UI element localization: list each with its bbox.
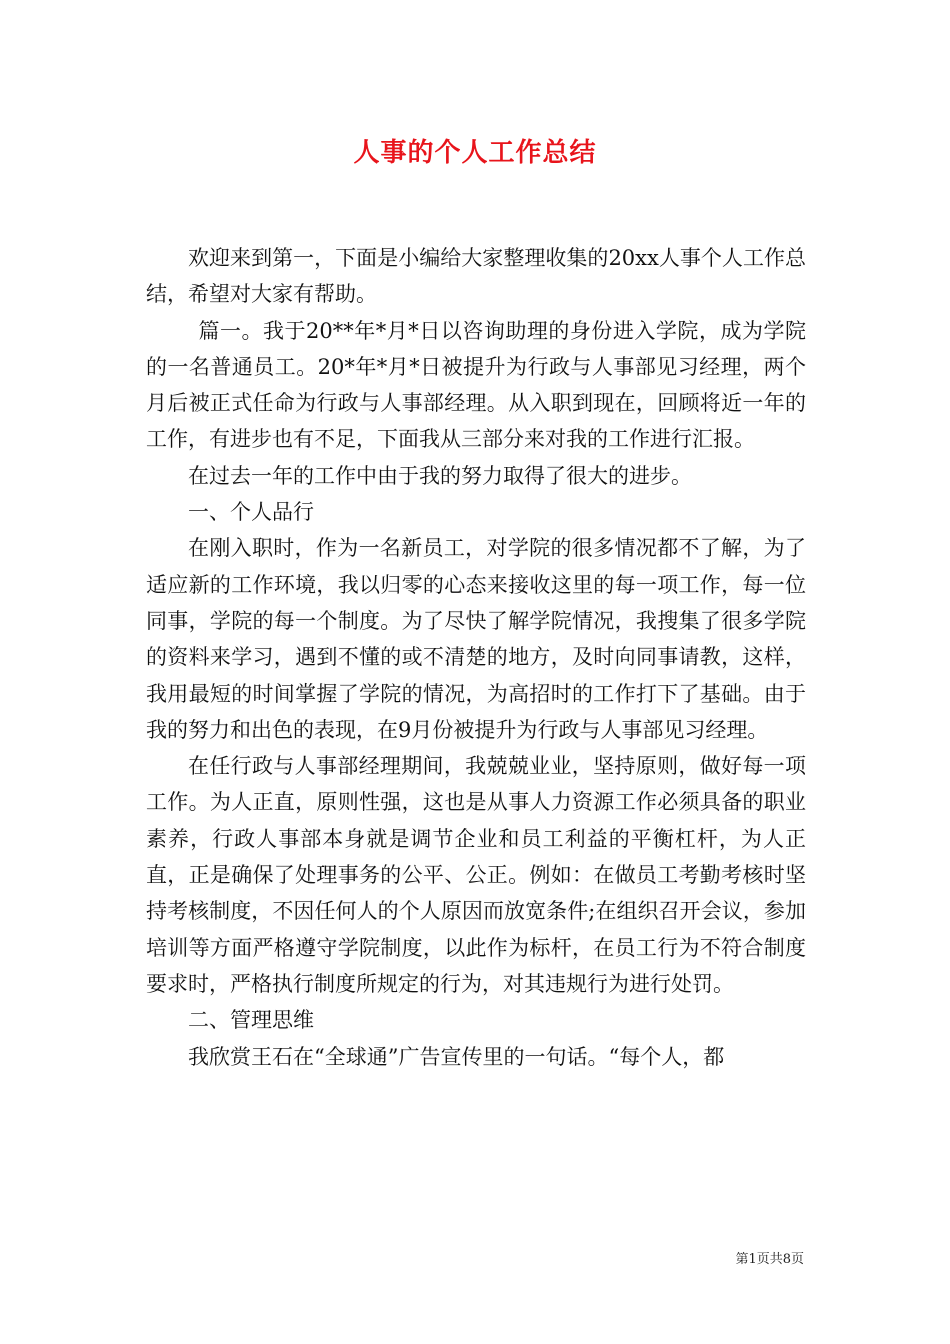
paragraph-part-one: 篇一。我于20**年*月*日以咨询助理的身份进入学院，成为学院的一名普通员工。20*年*月*日被提升为行政与人事部见习经理，两个月后被正式任命为行政与人事部经理。从入职到现在，回顾将近一年的工作，有进步也有不足，下面我从三部分来对我的工作进行汇报。 xyxy=(146,318,806,452)
page-number: 第1页共8页 xyxy=(735,1252,804,1267)
page-title: 人事的个人工作总结 xyxy=(353,138,597,168)
document-body xyxy=(146,240,806,1075)
section-heading-management-thinking: 二、管理思维 xyxy=(188,1008,314,1033)
paragraph-manager-duties: 在任行政与人事部经理期间，我兢兢业业，坚持原则，做好每一项工作。为人正直，原则性强，这也是从事人力资源工作必须具备的职业素养，行政人事部本身就是调节企业和员工利益的平衡杠杆，为人正直，正是确保了处理事务的公平、公正。例如：在做员工考勤考核时坚持考核制度，不因任何人的个人原因而放宽条件;在组织召开会议，参加培训等方面严格遵守学院制度，以此作为标杆，在员工行为不符合制度要求时，严格执行制度所规定的行为，对其违规行为进行处罚。 xyxy=(146,754,806,996)
paragraph-progress: 在过去一年的工作中由于我的努力取得了很大的进步。 xyxy=(188,463,692,488)
paragraph-onboarding: 在刚入职时，作为一名新员工，对学院的很多情况都不了解，为了适应新的工作环境，我以归零的心态来接收这里的每一项工作，每一位同事，学院的每一个制度。为了尽快了解学院情况，我搜集了很多学院的资料来学习，遇到不懂的或不清楚的地方，及时向同事请教，这样，我用最短的时间掌握了学院的情况，为高招时的工作打下了基础。由于我的努力和出色的表现，在9月份被提升为行政与人事部见习经理。 xyxy=(146,536,806,742)
section-heading-personal-conduct: 一、个人品行 xyxy=(188,500,314,525)
paragraph-quote: 我欣赏王石在“全球通”广告宣传里的一句话。“每个人，都 xyxy=(188,1044,725,1069)
paragraph-intro: 欢迎来到第一，下面是小编给大家整理收集的20xx人事个人工作总结，希望对大家有帮助。 xyxy=(146,246,806,307)
